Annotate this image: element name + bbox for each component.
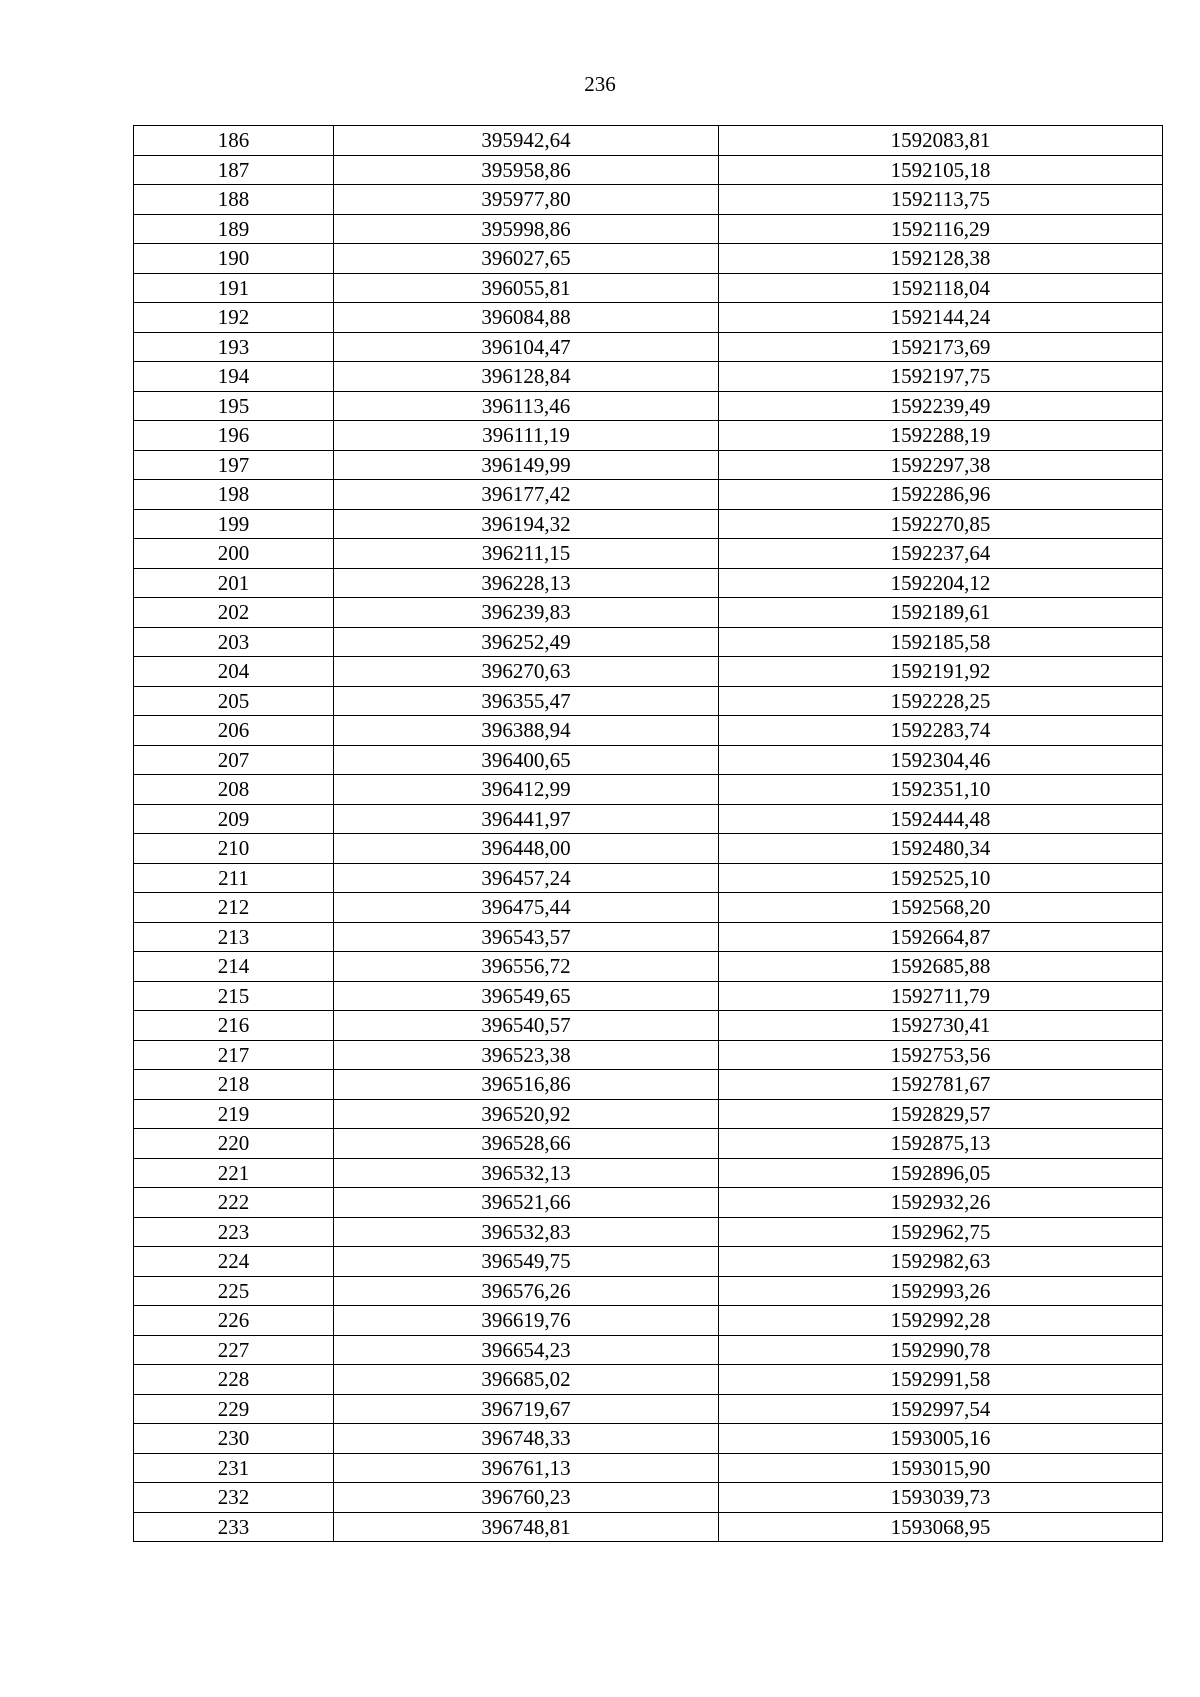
x-coordinate-cell: 396412,99 (334, 775, 719, 805)
x-coordinate-cell: 396556,72 (334, 952, 719, 982)
point-number-cell: 225 (134, 1276, 334, 1306)
point-number-cell: 198 (134, 480, 334, 510)
table-row (134, 185, 1163, 215)
table-row (134, 1335, 1163, 1365)
y-coordinate-cell: 1592664,87 (719, 922, 1163, 952)
point-number-cell: 229 (134, 1394, 334, 1424)
x-coordinate-cell: 396252,49 (334, 627, 719, 657)
y-coordinate-cell: 1592083,81 (719, 126, 1163, 156)
point-number-cell: 207 (134, 745, 334, 775)
point-number-cell: 221 (134, 1158, 334, 1188)
point-number-cell: 190 (134, 244, 334, 274)
y-coordinate-cell: 1592991,58 (719, 1365, 1163, 1395)
point-number-cell: 186 (134, 126, 334, 156)
x-coordinate-cell: 396543,57 (334, 922, 719, 952)
point-number-cell: 208 (134, 775, 334, 805)
table-row (134, 627, 1163, 657)
x-coordinate-cell: 396448,00 (334, 834, 719, 864)
y-coordinate-cell: 1592525,10 (719, 863, 1163, 893)
y-coordinate-cell: 1592204,12 (719, 568, 1163, 598)
point-number-cell: 210 (134, 834, 334, 864)
point-number-cell: 213 (134, 922, 334, 952)
point-number-cell: 199 (134, 509, 334, 539)
x-coordinate-cell: 396270,63 (334, 657, 719, 687)
y-coordinate-cell: 1592993,26 (719, 1276, 1163, 1306)
point-number-cell: 227 (134, 1335, 334, 1365)
x-coordinate-cell: 396521,66 (334, 1188, 719, 1218)
x-coordinate-cell: 396748,81 (334, 1512, 719, 1542)
point-number-cell: 216 (134, 1011, 334, 1041)
point-number-cell: 202 (134, 598, 334, 628)
x-coordinate-cell: 396084,88 (334, 303, 719, 333)
table-row (134, 657, 1163, 687)
table-row (134, 893, 1163, 923)
x-coordinate-cell: 396104,47 (334, 332, 719, 362)
table-row (134, 155, 1163, 185)
point-number-cell: 206 (134, 716, 334, 746)
table-row (134, 1099, 1163, 1129)
point-number-cell: 228 (134, 1365, 334, 1395)
x-coordinate-cell: 396760,23 (334, 1483, 719, 1513)
coordinates-table-body (134, 126, 1163, 1542)
table-row (134, 1040, 1163, 1070)
y-coordinate-cell: 1592444,48 (719, 804, 1163, 834)
y-coordinate-cell: 1593015,90 (719, 1453, 1163, 1483)
x-coordinate-cell: 395977,80 (334, 185, 719, 215)
x-coordinate-cell: 396748,33 (334, 1424, 719, 1454)
y-coordinate-cell: 1592753,56 (719, 1040, 1163, 1070)
table-row (134, 981, 1163, 1011)
y-coordinate-cell: 1593068,95 (719, 1512, 1163, 1542)
x-coordinate-cell: 396516,86 (334, 1070, 719, 1100)
y-coordinate-cell: 1592685,88 (719, 952, 1163, 982)
point-number-cell: 189 (134, 214, 334, 244)
table-row (134, 1247, 1163, 1277)
table-row (134, 1365, 1163, 1395)
y-coordinate-cell: 1592990,78 (719, 1335, 1163, 1365)
table-row (134, 1424, 1163, 1454)
point-number-cell: 226 (134, 1306, 334, 1336)
x-coordinate-cell: 396228,13 (334, 568, 719, 598)
x-coordinate-cell: 396211,15 (334, 539, 719, 569)
point-number-cell: 223 (134, 1217, 334, 1247)
point-number-cell: 203 (134, 627, 334, 657)
table-row (134, 1394, 1163, 1424)
y-coordinate-cell: 1592270,85 (719, 509, 1163, 539)
point-number-cell: 201 (134, 568, 334, 598)
table-row (134, 1188, 1163, 1218)
point-number-cell: 200 (134, 539, 334, 569)
table-row (134, 126, 1163, 156)
y-coordinate-cell: 1592144,24 (719, 303, 1163, 333)
page-number: 236 (584, 72, 616, 96)
y-coordinate-cell: 1592239,49 (719, 391, 1163, 421)
y-coordinate-cell: 1592992,28 (719, 1306, 1163, 1336)
x-coordinate-cell: 396441,97 (334, 804, 719, 834)
point-number-cell: 196 (134, 421, 334, 451)
point-number-cell: 204 (134, 657, 334, 687)
y-coordinate-cell: 1592480,34 (719, 834, 1163, 864)
y-coordinate-cell: 1592286,96 (719, 480, 1163, 510)
point-number-cell: 232 (134, 1483, 334, 1513)
x-coordinate-cell: 396619,76 (334, 1306, 719, 1336)
x-coordinate-cell: 396355,47 (334, 686, 719, 716)
point-number-cell: 187 (134, 155, 334, 185)
x-coordinate-cell: 396113,46 (334, 391, 719, 421)
table-row (134, 1070, 1163, 1100)
point-number-cell: 188 (134, 185, 334, 215)
table-row (134, 421, 1163, 451)
y-coordinate-cell: 1592116,29 (719, 214, 1163, 244)
table-row (134, 1483, 1163, 1513)
point-number-cell: 211 (134, 863, 334, 893)
y-coordinate-cell: 1592875,13 (719, 1129, 1163, 1159)
x-coordinate-cell: 396532,13 (334, 1158, 719, 1188)
point-number-cell: 218 (134, 1070, 334, 1100)
table-row (134, 303, 1163, 333)
table-row (134, 804, 1163, 834)
table-row (134, 391, 1163, 421)
table-row (134, 1453, 1163, 1483)
point-number-cell: 195 (134, 391, 334, 421)
x-coordinate-cell: 396576,26 (334, 1276, 719, 1306)
point-number-cell: 220 (134, 1129, 334, 1159)
table-row (134, 598, 1163, 628)
table-row (134, 716, 1163, 746)
point-number-cell: 205 (134, 686, 334, 716)
table-row (134, 450, 1163, 480)
x-coordinate-cell: 396549,75 (334, 1247, 719, 1277)
table-row (134, 480, 1163, 510)
point-number-cell: 214 (134, 952, 334, 982)
point-number-cell: 231 (134, 1453, 334, 1483)
y-coordinate-cell: 1592191,92 (719, 657, 1163, 687)
point-number-cell: 219 (134, 1099, 334, 1129)
y-coordinate-cell: 1592351,10 (719, 775, 1163, 805)
coordinates-table (133, 125, 1163, 1542)
point-number-cell: 222 (134, 1188, 334, 1218)
table-row (134, 1011, 1163, 1041)
y-coordinate-cell: 1592932,26 (719, 1188, 1163, 1218)
table-row (134, 745, 1163, 775)
point-number-cell: 212 (134, 893, 334, 923)
y-coordinate-cell: 1592568,20 (719, 893, 1163, 923)
table-row (134, 509, 1163, 539)
y-coordinate-cell: 1592237,64 (719, 539, 1163, 569)
table-row (134, 1158, 1163, 1188)
y-coordinate-cell: 1592173,69 (719, 332, 1163, 362)
point-number-cell: 233 (134, 1512, 334, 1542)
y-coordinate-cell: 1592304,46 (719, 745, 1163, 775)
x-coordinate-cell: 395942,64 (334, 126, 719, 156)
point-number-cell: 224 (134, 1247, 334, 1277)
x-coordinate-cell: 396128,84 (334, 362, 719, 392)
point-number-cell: 215 (134, 981, 334, 1011)
x-coordinate-cell: 396194,32 (334, 509, 719, 539)
x-coordinate-cell: 396761,13 (334, 1453, 719, 1483)
x-coordinate-cell: 396388,94 (334, 716, 719, 746)
point-number-cell: 217 (134, 1040, 334, 1070)
x-coordinate-cell: 396149,99 (334, 450, 719, 480)
table-row (134, 952, 1163, 982)
y-coordinate-cell: 1592185,58 (719, 627, 1163, 657)
y-coordinate-cell: 1592781,67 (719, 1070, 1163, 1100)
table-row (134, 362, 1163, 392)
y-coordinate-cell: 1592189,61 (719, 598, 1163, 628)
point-number-cell: 191 (134, 273, 334, 303)
x-coordinate-cell: 396475,44 (334, 893, 719, 923)
x-coordinate-cell: 396111,19 (334, 421, 719, 451)
table-row (134, 273, 1163, 303)
x-coordinate-cell: 395998,86 (334, 214, 719, 244)
x-coordinate-cell: 396055,81 (334, 273, 719, 303)
x-coordinate-cell: 396719,67 (334, 1394, 719, 1424)
x-coordinate-cell: 396177,42 (334, 480, 719, 510)
x-coordinate-cell: 396528,66 (334, 1129, 719, 1159)
y-coordinate-cell: 1592228,25 (719, 686, 1163, 716)
y-coordinate-cell: 1592896,05 (719, 1158, 1163, 1188)
point-number-cell: 230 (134, 1424, 334, 1454)
y-coordinate-cell: 1593005,16 (719, 1424, 1163, 1454)
table-row (134, 539, 1163, 569)
x-coordinate-cell: 396549,65 (334, 981, 719, 1011)
y-coordinate-cell: 1592711,79 (719, 981, 1163, 1011)
point-number-cell: 192 (134, 303, 334, 333)
table-row (134, 1276, 1163, 1306)
y-coordinate-cell: 1592105,18 (719, 155, 1163, 185)
point-number-cell: 194 (134, 362, 334, 392)
y-coordinate-cell: 1592118,04 (719, 273, 1163, 303)
y-coordinate-cell: 1592288,19 (719, 421, 1163, 451)
x-coordinate-cell: 396532,83 (334, 1217, 719, 1247)
x-coordinate-cell: 395958,86 (334, 155, 719, 185)
table-row (134, 568, 1163, 598)
table-row (134, 244, 1163, 274)
y-coordinate-cell: 1592730,41 (719, 1011, 1163, 1041)
table-row (134, 214, 1163, 244)
y-coordinate-cell: 1593039,73 (719, 1483, 1163, 1513)
x-coordinate-cell: 396654,23 (334, 1335, 719, 1365)
x-coordinate-cell: 396523,38 (334, 1040, 719, 1070)
y-coordinate-cell: 1592197,75 (719, 362, 1163, 392)
point-number-cell: 209 (134, 804, 334, 834)
y-coordinate-cell: 1592997,54 (719, 1394, 1163, 1424)
x-coordinate-cell: 396520,92 (334, 1099, 719, 1129)
table-row (134, 834, 1163, 864)
y-coordinate-cell: 1592982,63 (719, 1247, 1163, 1277)
table-row (134, 1512, 1163, 1542)
point-number-cell: 193 (134, 332, 334, 362)
y-coordinate-cell: 1592128,38 (719, 244, 1163, 274)
x-coordinate-cell: 396540,57 (334, 1011, 719, 1041)
y-coordinate-cell: 1592113,75 (719, 185, 1163, 215)
x-coordinate-cell: 396685,02 (334, 1365, 719, 1395)
x-coordinate-cell: 396400,65 (334, 745, 719, 775)
y-coordinate-cell: 1592962,75 (719, 1217, 1163, 1247)
table-row (134, 686, 1163, 716)
table-row (134, 922, 1163, 952)
x-coordinate-cell: 396457,24 (334, 863, 719, 893)
point-number-cell: 197 (134, 450, 334, 480)
table-row (134, 863, 1163, 893)
x-coordinate-cell: 396027,65 (334, 244, 719, 274)
y-coordinate-cell: 1592297,38 (719, 450, 1163, 480)
table-row (134, 1306, 1163, 1336)
y-coordinate-cell: 1592829,57 (719, 1099, 1163, 1129)
x-coordinate-cell: 396239,83 (334, 598, 719, 628)
table-row (134, 1217, 1163, 1247)
table-row (134, 332, 1163, 362)
table-row (134, 775, 1163, 805)
table-row (134, 1129, 1163, 1159)
y-coordinate-cell: 1592283,74 (719, 716, 1163, 746)
